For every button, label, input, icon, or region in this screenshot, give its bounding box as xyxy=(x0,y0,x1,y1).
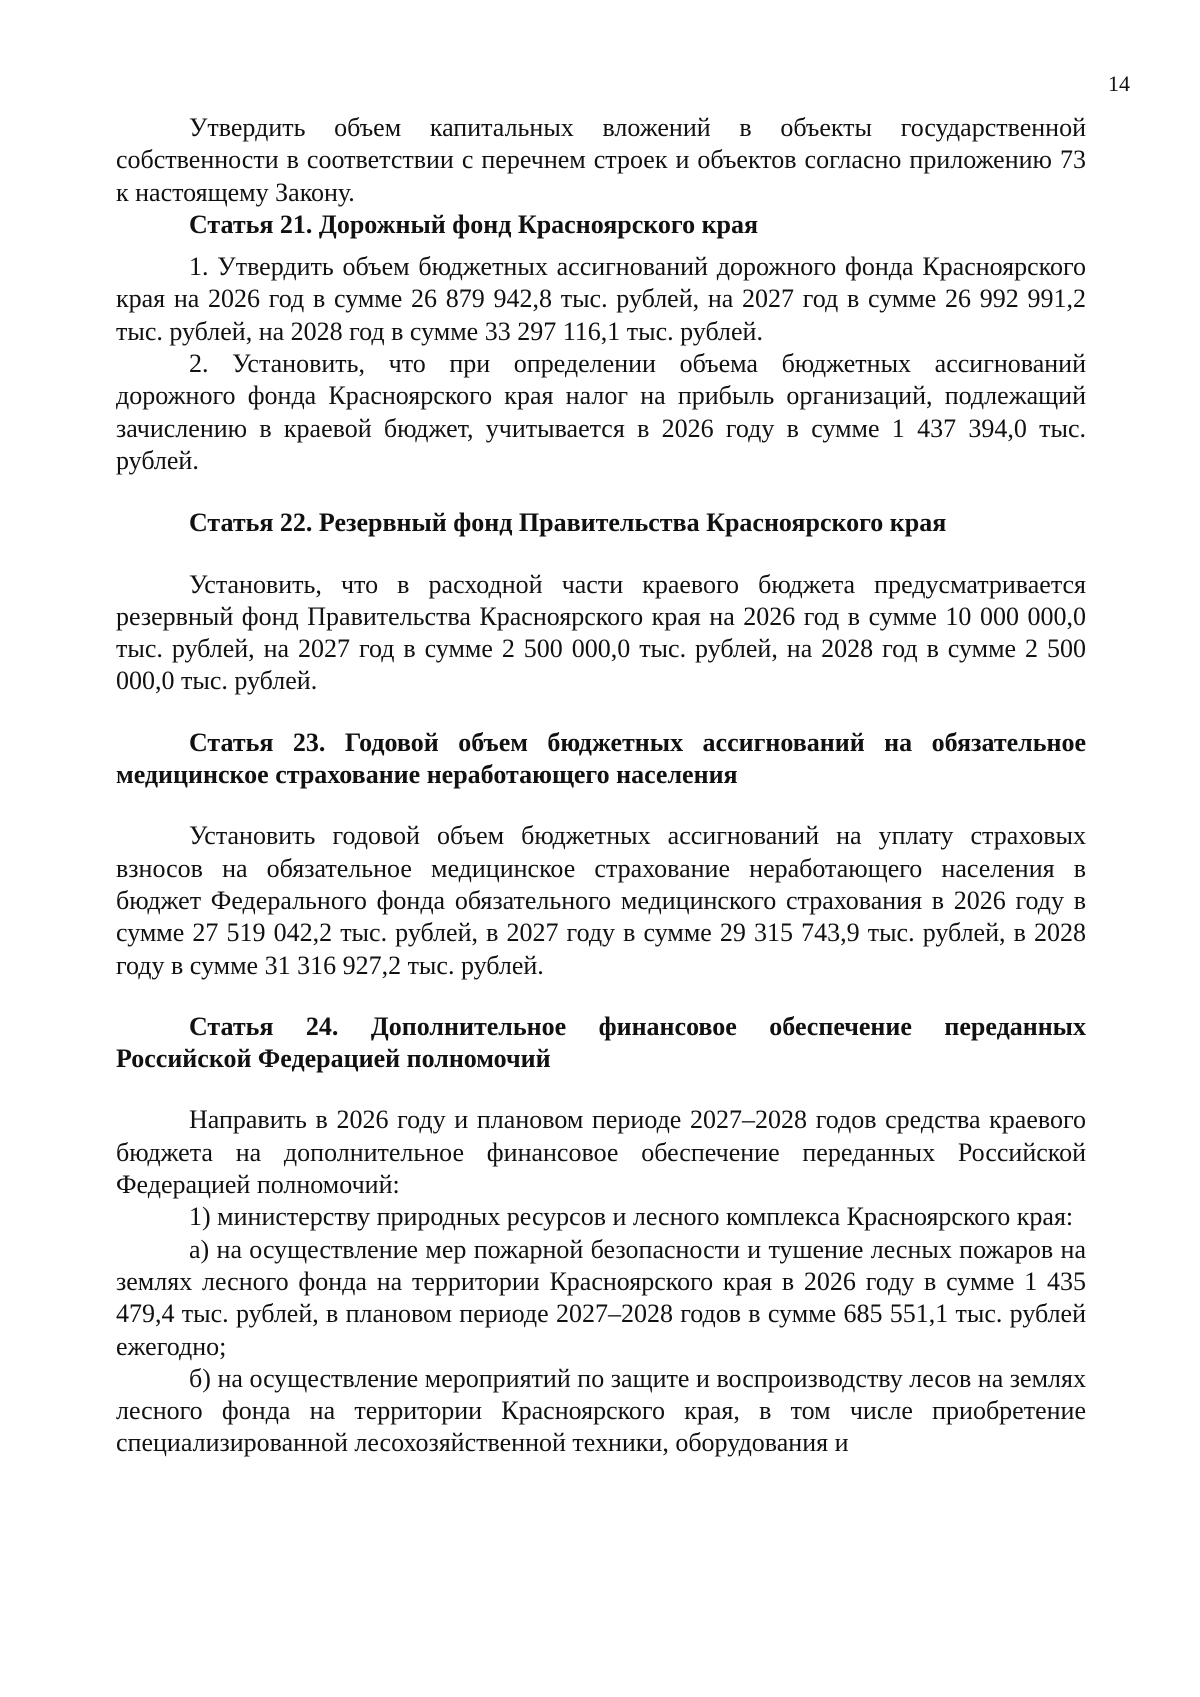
article-24-heading: Статья 24. Дополнительное финансовое обеспечение переданных Российской Федерацией полномочий xyxy=(116,1011,1086,1074)
article-24-item-1a: а) на осуществление мер пожарной безопасности и тушение лесных пожаров на землях лесного фонда на территории Красноярского края в 2026 году в сумме 1 435 479,4 тыс. рублей, в плановом периоде 2027–2028 годов в сумме 685 551,1 тыс. рублей ежегодно; xyxy=(116,1234,1086,1361)
article-21-heading: Статья 21. Дорожный фонд Красноярского края xyxy=(189,209,759,239)
article-23-heading: Статья 23. Годовой объем бюджетных ассигнований на обязательное медицинское страхование неработающего населения xyxy=(116,727,1086,790)
article-24-intro: Направить в 2026 году и плановом периоде 2027–2028 годов средства краевого бюджета на дополнительное финансовое обеспечение переданных Российской Федерацией полномочий: xyxy=(116,1105,1086,1200)
article-24-item-1: 1) министерству природных ресурсов и лесного комплекса Красноярского края: xyxy=(189,1202,1074,1232)
article-21-item-2: 2. Установить, что при определении объема бюджетных ассигнований дорожного фонда Красноярского края налог на прибыль организаций, подлежащий зачислению в краевой бюджет, учитывается в 2026 году в сумме 1 437 394,0 тыс. рублей. xyxy=(116,349,1086,475)
page-number: 14 xyxy=(1108,71,1130,96)
article-24-item-1b: б) на осуществление мероприятий по защите и воспроизводству лесов на землях лесного фонда на территории Красноярского края, в том числе приобретение специализированной лесохозяйственной техники, оборудования и xyxy=(116,1363,1086,1458)
document-body xyxy=(116,112,1086,1460)
article-21-item-1: 1. Утвердить объем бюджетных ассигнований дорожного фонда Красноярского края на 2026 год в сумме 26 879 942,8 тыс. рублей, на 2027 год в сумме 26 992 991,2 тыс. рублей, на 2028 год в сумме 33 297 116,1 тыс. рублей. xyxy=(116,252,1086,346)
article-22-heading: Статья 22. Резервный фонд Правительства Красноярского края xyxy=(189,508,947,538)
paragraph-capital-investments: Утвердить объем капитальных вложений в объекты государственной собственности в соответствии с перечнем строек и объектов согласно приложению 73 к настоящему Закону. xyxy=(116,113,1086,207)
article-22-text: Установить, что в расходной части краевого бюджета предусматривается резервный фонд Правительства Красноярского края на 2026 год в сумме 10 000 000,0 тыс. рублей, на 2027 год в сумме 2 500 000,0 тыс. рублей, на 2028 год в сумме 2 500 000,0 тыс. рублей. xyxy=(116,569,1086,696)
article-23-text: Установить годовой объем бюджетных ассигнований на уплату страховых взносов на обязательное медицинское страхование неработающего населения в бюджет Федерального фонда обязательного медицинского страхования в 2026 году в сумме 27 519 042,2 тыс. рублей, в 2027 году в сумме 29 315 743,9 тыс. рублей, в 2028 году в сумме 31 316 927,2 тыс. рублей. xyxy=(116,821,1086,980)
